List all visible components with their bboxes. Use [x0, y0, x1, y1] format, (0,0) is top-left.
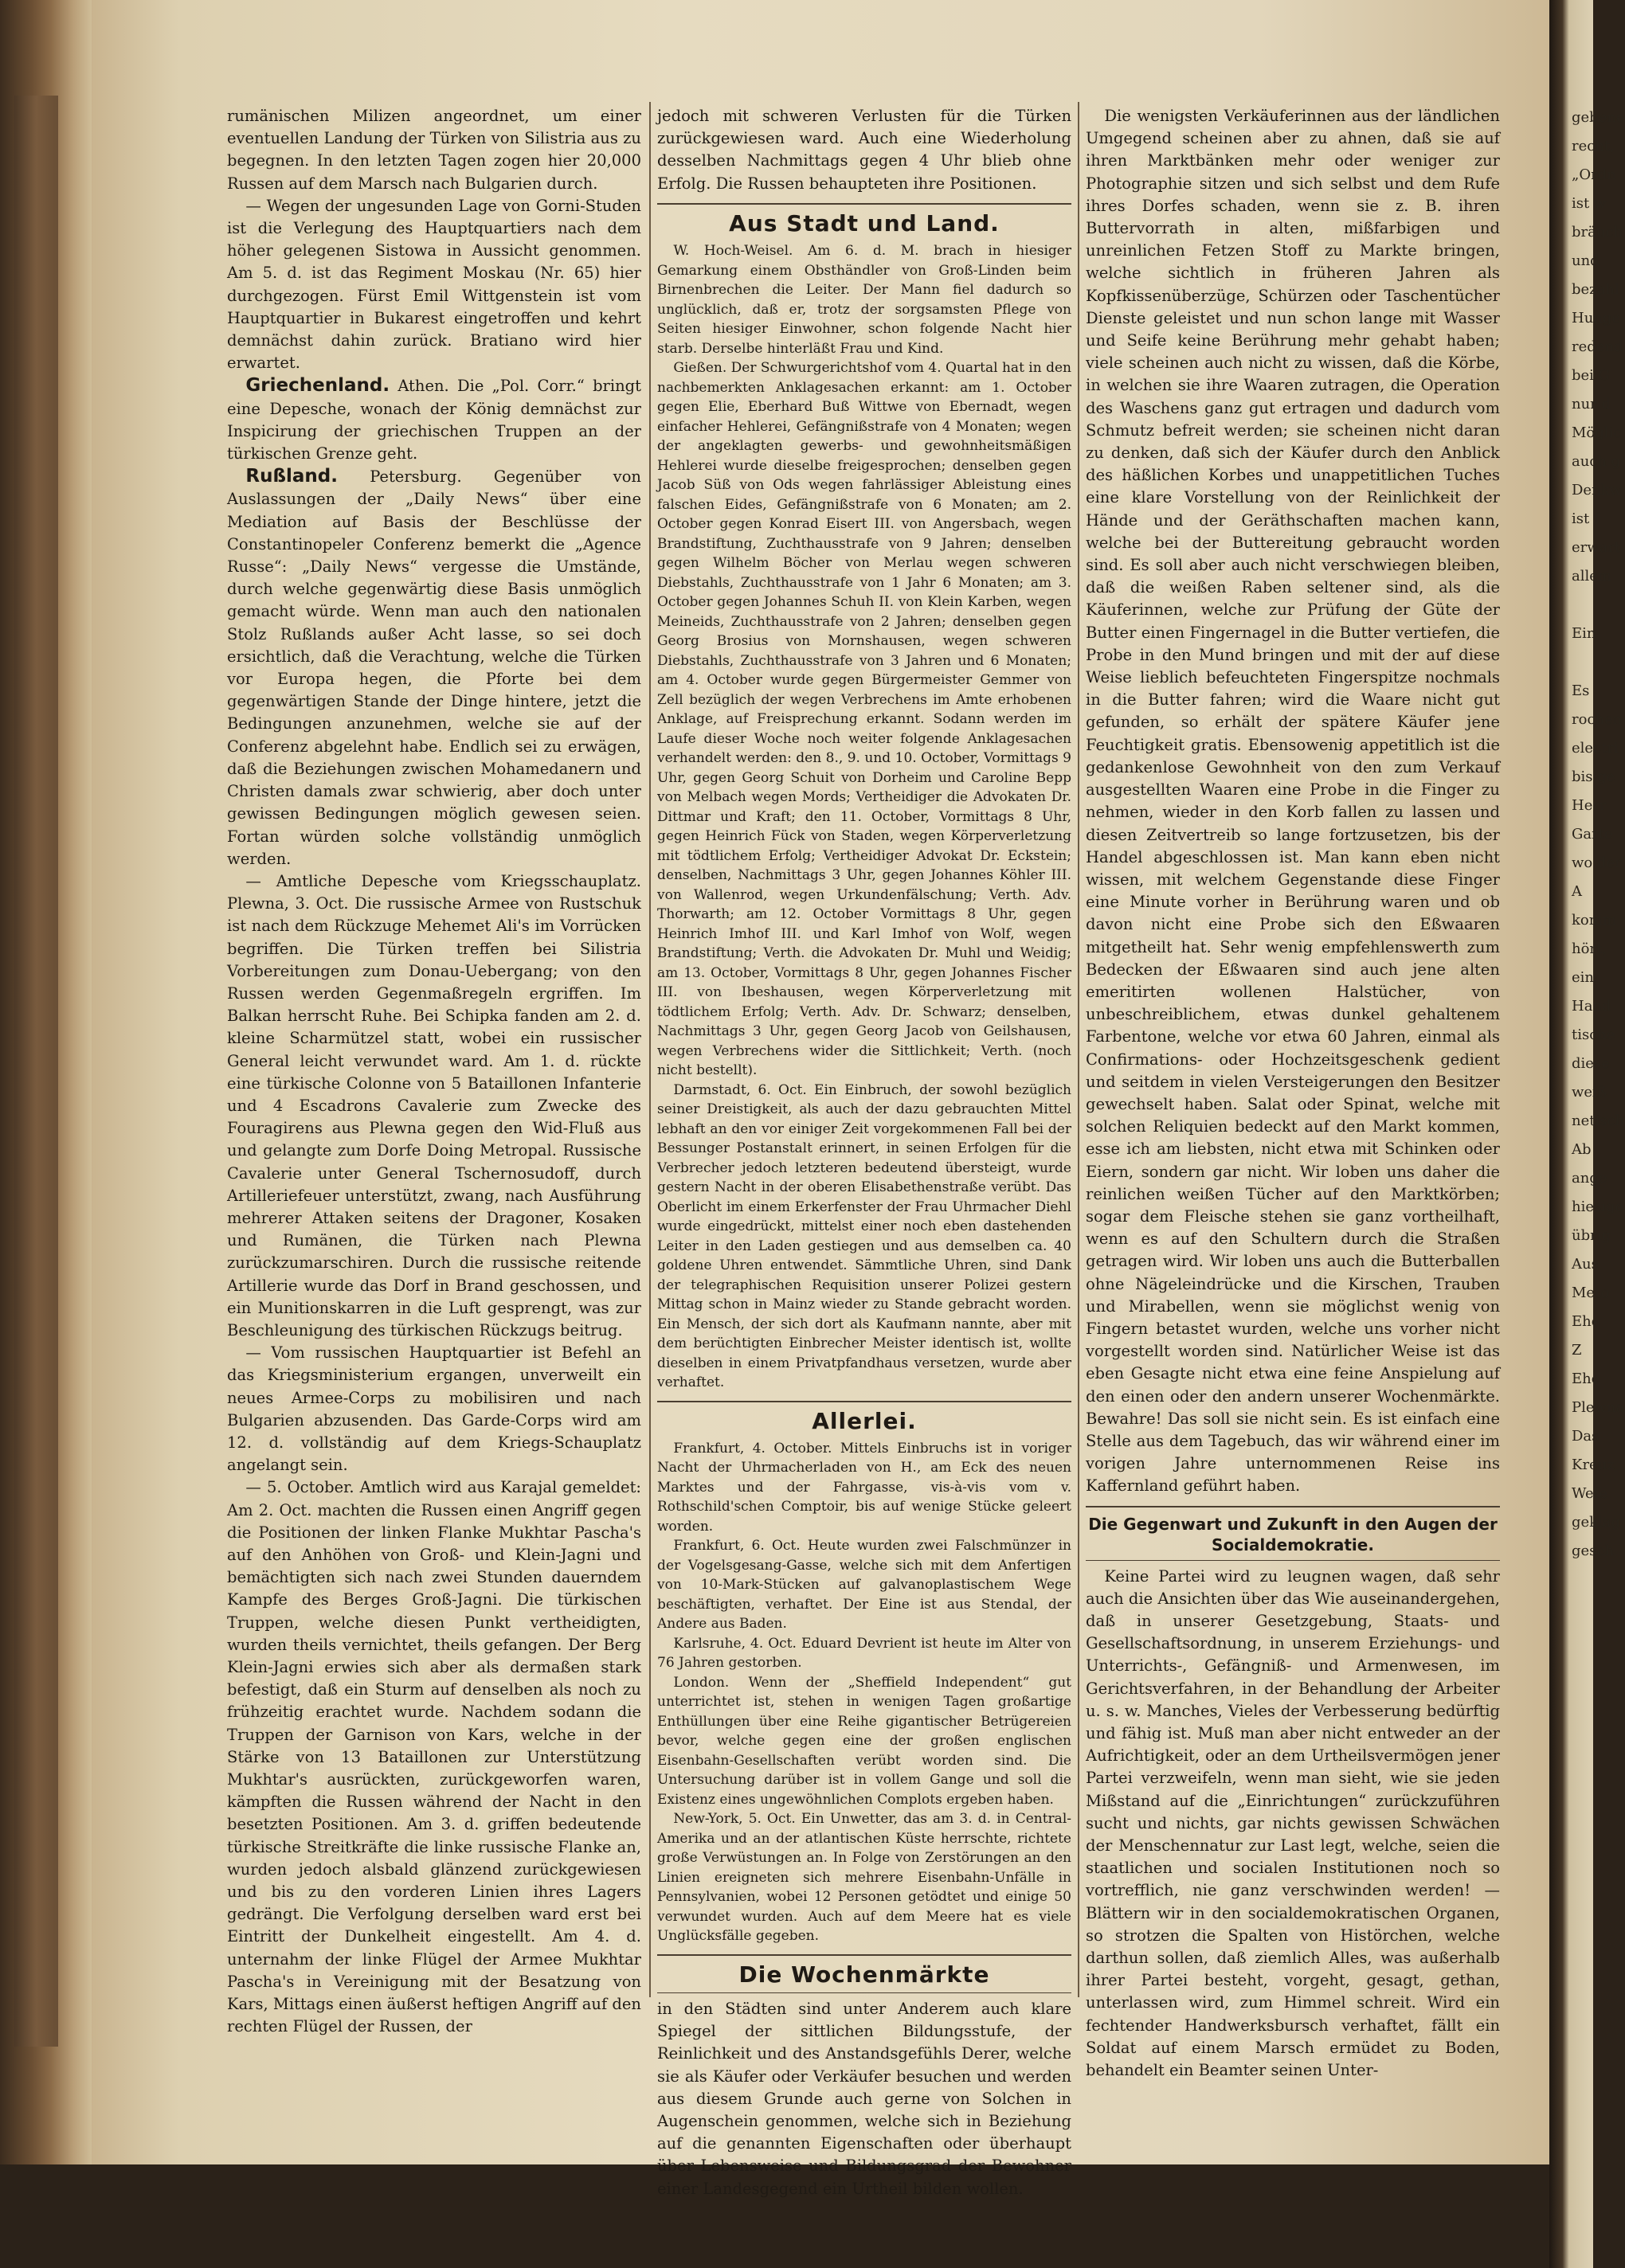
paragraph: rumänischen Milizen angeordnet, um einer eventuellen Landung der Türken von Silistria aus zu begegnen. In den letzten Tagen zogen hier 20,000 Russen auf dem Marsch nach Bulgarien durch.: [227, 107, 641, 193]
next-page-fragment: Meto: [1572, 1285, 1610, 1301]
paragraph: — 5. October. Amtlich wird aus Karajal gemeldet: Am 2. Oct. machten die Russen einen Angriff gegen die Positionen der linken Flanke Mukhtar Pascha's auf den Anhöhen von Groß- und Klein-Jagni und bemächtigten sich nach zwei Stunden dauerndem Kampfe des Berges Groß-Jagni. Die türkischen Truppen, welche diesen Punkt vertheidigten, wurden theils vernichtet, theils gefangen. Der Berg Klein-Jagni erwies sich aber als dermaßen stark befestigt, daß ein Sturm auf denselben als noch zu frühzeitig erachtet wurde. Nachdem sodann die Truppen der Garnison von Kars, welche in der Stärke von 13 Bataillonen zur Unterstützung Mukhtar's ausrückten, zurückgeworfen waren, kämpften die Russen während der Nacht in den besetzten Positionen. Am 3. d. griffen bedeutende türkische Streitkräfte die linke russische Flanke an, wurden jedoch alsbald glänzend zurückgewiesen und bis zu den vorderen Linien ihres Lagers gedrängt. Die Verfolgung derselben ward erst bei Eintritt der Dunkelheit eingestellt. Am 4. d. unternahm der linke Flügel der Armee Mukhtar Pascha's in Vereinigung mit der Besatzung von Kars, Mittags einen äußerst heftigen Angriff auf den rechten Flügel der Russen, der: [227, 1478, 641, 2036]
paragraph: jedoch mit schweren Verlusten für die Türken zurückgewiesen ward. Auch eine Wiederholung desselben Nachmittags gegen 4 Uhr blieb ohne Erfolg. Die Russen behaupteten ihre Positionen.: [657, 107, 1071, 193]
next-page-fragment: Z: [1572, 1342, 1582, 1359]
next-page-fragment: Ein: [1572, 625, 1596, 642]
binding-edge: [14, 96, 58, 2047]
paragraph: London. Wenn der „Sheffield Independent“ gut unterrichtet ist, stehen in wenigen Tagen großartige Enthüllungen über eine Reihe gigantischer Betrügereien bevor, welche gegen eine der großen englischen Eisenbahn-Gesellschaften verübt worden sind. Die Untersuchung darüber ist in vollem Gange und soll die Existenz eines ungewöhnlichen Complots ergeben haben.: [657, 1674, 1071, 1808]
next-page-fragment: redend: [1572, 338, 1623, 355]
column-3: [1086, 105, 1500, 2082]
paragraph: Darmstadt, 6. Oct. Ein Einbruch, der sowohl bezüglich seiner Dreistigkeit, als auch der dazu gebrauchten Mittel lebhaft an den vor einiger Zeit vorgekommenen Fall bei der Bessunger Postanstalt erinnert, in seinen Erfolgen für die Verbrecher jedoch letzteren bedeutend übersteigt, wurde gestern Nacht in der oberen Elisabethenstraße verübt. Das Oberlicht im einem Erkerfenster der Frau Uhrmacher Diehl wurde eingedrückt, mittelst einer noch eben dastehenden Leiter in den Laden gestiegen und aus demselben ca. 40 goldene Uhren entwendet. Sämmtliche Uhren, sind Dank der telegraphischen Requisition unserer Polizei gestern Mittag schon in Mainz wieder zu Stande gebracht worden. Ein Mensch, der sich dort als Kaufmann nannte, aber mit dem berüchtigten Einbrecher Meister identisch ist, wollte dieselben in einem Privatpfandhaus versetzen, wurde aber verhaftet.: [657, 1081, 1071, 1391]
section-rule: [657, 1992, 1071, 1993]
paragraph: Keine Partei wird zu leugnen wagen, daß sehr auch die Ansichten über das Wie auseinandergehen, daß in unserer Gesetzgebung, Staats- und Gesellschaftsordnung, in unserem Erziehungs- und Unterrichts-, Gefängniß- und Armenwesen, im Gerichtsverfahren, in der Behandlung der Arbeiter u. s. w. Manches, Vieles der Verbesserung bedürftig und fähig ist. Muß man aber nicht entweder an der Aufrichtigkeit, oder an dem Urtheilsvermögen jener Partei verzweifeln, wenn man sieht, wie sie jeden Mißstand auf die „Einrichtungen“ zurückzuführen sucht und nichts, gar nichts gewissen Schwächen der Menschennatur zur Last legt, welche, seien die staatlichen und socialen Institutionen noch so vortrefflich, nie ganz verschwinden werden! — Blättern wir in den socialdemokratischen Organen, so strotzen die Spalten von Histörchen, welche darthun sollen, daß ziemlich Alles, was außerhalb ihrer Partei besteht, vorgeht, gesagt, gethan, unterlassen wird, zum Himmel schreit. Wird ein fechtender Handwerksbursch verhaftet, fällt ein Soldat auf einem Marsch ermüdet zu Boden, behandelt ein Beamter seinen Unter-: [1086, 1566, 1500, 2080]
next-page-fragment: hiesige: [1572, 1199, 1624, 1215]
next-page-fragment: Ab: [1572, 1141, 1592, 1158]
next-page-fragment: electri: [1572, 740, 1619, 757]
column-rule: [649, 102, 651, 1997]
section-heading: Die Gegenwart und Zukunft in den Augen der Socialdemokratie.: [1088, 1514, 1498, 1554]
paragraph: Frankfurt, 4. October. Mittels Einbruchs ist in voriger Nacht der Uhrmacherladen von H., am Eck des neuen Marktes und der Fahrgasse, vis-à-vis vom v. Rothschild'schen Comptoir, bis auf wenige Stücke geleert worden.: [657, 1440, 1071, 1535]
next-page-fragment: Herr: [1572, 797, 1607, 814]
next-page-fragment: allem: [1572, 568, 1611, 585]
next-page-fragment: wo der: [1572, 854, 1622, 871]
paragraph: — Vom russischen Hauptquartier ist Befehl an das Kriegsministerium ergangen, unverweilt ein neues Armee-Corps zu mobilisiren und nach Bulgarien abzusenden. Das Garde-Corps wird am 12. d. vollständig auf dem Kriegs-Schauplatz angelangt sein.: [227, 1343, 641, 1475]
next-page-fragment: Ehe: [1572, 1313, 1600, 1330]
next-page-fragment: komm: [1572, 912, 1616, 929]
next-page-fragment: Hand: [1572, 998, 1611, 1015]
next-page-fragment: Plewna: [1572, 1399, 1625, 1416]
section-heading: Die Wochenmärkte: [738, 1961, 990, 1988]
paragraph: [227, 465, 641, 870]
next-page-fragment: [1549, 648, 1593, 677]
paragraph: Die wenigsten Verkäuferinnen aus der ländlichen Umgegend scheinen aber zu ahnen, daß sie auf ihren Marktbänken mehr oder weniger zur Photographie sitzen und sich selbst und dem Rufe ihres Dorfes schaden, wenn sie z. B. ihren Buttervorrath in alten, mißfarbigen und unreinlichen Fetzen Stoff zu Markte bringen, welche sichtlich in früheren Jahren als Kopfkissenüberzüge, Schürzen oder Taschentücher Dienste geleistet und nun schon lange mit Wasser und Seife keine Berührung mehr gehabt haben; viele scheinen auch nicht zu wissen, daß die Körbe, in welchen sie ihre Waaren zutragen, die Operation des Waschens ganz gut ertragen und dadurch vom Schmutz befreit werden; sie scheinen nicht daran zu denken, daß sich der Käufer durch den Anblick des häßlichen Korbes und unappetitlichen Tuches eine klare Vorstellung von der Reinlichkeit der Hände und der Geräthschaften machen kann, welche bei der Buttereitung gebraucht worden sind. Es soll aber auch nicht verschwiegen bleiben, daß die weißen Raben seltener sind, als die Käuferinnen, welche zur Prüfung der Güte der Butter einen Fingernagel in die Butter vertiefen, die Probe in den Mund bringen und mit der auf diese Weise lieblich befeuchteten Fingerspitze nochmals in die Butter fahren; wird die Waare nicht gut gefunden, so erhält der spätere Käufer jene Feuchtigkeit gratis. Ebensowenig appetitlich ist die gedankenlose Gewohnheit von den zum Verkauf ausgestellten Waaren eine Probe in die Finger zu nehmen, wieder in den Korb fallen zu lassen und diesen Zeitvertreib so lange fortzusetzen, bis der Handel abgeschlossen ist. Man kann eben nicht wissen, mit welchem Gegenstande diese Finger eine Minute vorher in Berührung waren und ob davon nicht eine Probe sich den Eßwaaren mitgetheilt hat. Sehr wenig empfehlenswerth zum Bedecken der Eßwaaren sind auch jene alten emeritirten wollenen Halstücher, von unbeschreiblichem, etwas dunkel gehaltenem Farbentone, welche vor etwa 60 Jahren, einmal als Confirmations- oder Hochzeitsgeschenk gedient und seitdem in vielen Versteigerungen den Besitzer gewechselt haben. Salat oder Spinat, welche mit solchen Reliquien bedeckt auf den Markt kommen, esse ich am liebsten, nicht etwa mit Schinken oder Eiern, sondern gar nicht. Wir loben uns daher die reinlichen weißen Tücher auf den Marktkörben; sogar dem Fleische stehen sie ganz vortheilhaft, wenn es auf den Schultern durch die Straßen getragen wird. Wir loben uns auch die Butterballen ohne Nägeleindrücke und die Kirschen, Trauben und Mirabellen, wenn sie möglichst wenig von Fingern betastet wurden, welche uns vorher nicht vorgestellt worden sind. Natürlicher Weise ist das eben Gesagte nicht etwa eine feine Anspielung auf den einen oder den andern unserer Wochenmärkte. Bewahre! Das soll sie nicht sein. Es ist einfach eine Stelle aus dem Tagebuch, das wir während einer im vorigen Jahre unternommenen Reise ins Kaffernland geführt haben.: [1086, 107, 1500, 1496]
paragraph-text: Petersburg. Gegenüber von Auslassungen der „Daily News“ über eine Mediation auf Basis der Beschlüsse der Constantinopeler Conferenz bemerkt die „Agence Russe“: „Daily News“ vergesse die Umstände, durch welche gegenwärtig diese Basis unmöglich gemacht würde. Wenn man auch den nationalen Stolz Rußlands außer Acht lasse, so sei doch ersichtlich, daß die Verachtung, welche die Türken vor Europa hegen, die Pforte bei dem gegenwärtigen Stande der Dinge hintere, jetzt die Bedingungen anzunehmen, welche sie auf der Conferenz abgelehnt habe. Endlich sei zu erwägen, daß die Beziehungen zwischen Mohamedanern und Christen damals zwar schwierig, aber doch unter gewissen Bedingungen möglich gewesen seien. Fortan würden solche vollständig unmöglich werden.: [227, 467, 641, 868]
next-page-fragment: übrig: [1572, 1227, 1611, 1244]
column-2: [657, 105, 1071, 2200]
paragraph: — Amtliche Depesche vom Kriegsschauplatz. Plewna, 3. Oct. Die russische Armee von Rustschuk ist nach dem Rückzuge Mehemet Ali's im Vorrücken begriffen. Die Türken treffen bei Silistria Vorbereitungen zum Donau-Uebergang; von den Russen werden Gegenmaßregeln ergriffen. Im Balkan herrscht Ruhe. Bei Schipka fanden am 2. d. kleine Scharmützel statt, wobei ein russischer General leicht verwundet ward. Am 1. d. rückte eine türkische Colonne von 5 Bataillonen Infanterie und 4 Escadrons Cavalerie zum Zwecke des Fouragirens aus Plewna gegen den Wid-Fluß aus und gelangte zum Dorfe Doing Metropal. Russische Cavalerie unter General Tschernosudoff, durch Artilleriefeuer unterstützt, zwang, nach Ausführung mehrerer Attaken seitens der Dragoner, Kosaken und Rumänen, die Türken nach Plewna zurückzumarschiren. Durch die russische reitende Artillerie wurde das Dorf in Brand geschossen, und ein Munitionskarren in die Luft gesprengt, was zur Beschleunigung des türkischen Rückzugs beitrug.: [227, 871, 641, 1339]
next-page-fragment: netisch: [1572, 1112, 1625, 1129]
next-page-fragment: erwart: [1572, 539, 1621, 556]
next-page-fragment: ist w: [1572, 195, 1607, 212]
next-page-fragment: Kreuz: [1572, 1457, 1615, 1473]
paragraph-text: Athen. Die „Pol. Corr.“ bringt eine Depesche, wonach der König demnächst zur Inspicirung der griechischen Truppen an der türkischen Grenze geht.: [227, 377, 641, 463]
section-rule: [657, 1401, 1071, 1402]
section-rule: [657, 203, 1071, 205]
next-page-fragment: A: [1572, 883, 1582, 900]
next-page-fragment: Das: [1572, 1428, 1600, 1445]
paragraph: Gießen. Der Schwurgerichtshof vom 4. Quartal hat in den nachbemerkten Anklagesachen erkannt: am 1. October gegen Elie, Eberhard Buß Wittwe von Ebernadt, wegen einfacher Hehlerei, Gefängnißstrafe von 4 Monaten; wegen der angeklagten gewerbs- und gewohnheitsmäßigen Hehlerei wurde dieselbe freigesprochen; denselben gegen Jacob Süß von Ods wegen fahrlässiger Ableistung eines falschen Eides, Gefängnißstrafe von 6 Monaten; am 2. October gegen Konrad Eisert III. von Angersbach, wegen Brandstiftung, Zuchthausstrafe von 9 Jahren; denselben gegen Wilhelm Böcher von Merlau wegen schweren Diebstahls, Zuchthausstrafe von 1 Jahr 6 Monaten; am 3. October gegen Johannes Schuh II. von Klein Karben, wegen Meineids, Zuchthausstrafe von 2 Jahren; denselben gegen Georg Brosius von Mornshausen, wegen schweren Diebstahls, Zuchthausstrafe von 3 Jahren und 6 Monaten; am 4. October wurde gegen Bürgermeister Gemmer von Zell bezüglich der wegen Verbrechens im Amte erhobenen Anklage, auf Freisprechung erkannt. Sodann werden im Laufe dieser Woche noch weiter folgende Anklagesachen verhandelt werden: den 8., 9. und 10. October, Vormittags 9 Uhr, gegen Georg Schuit von Dorheim und Caroline Bepp von Melbach wegen Mords; Vertheidiger die Advokaten Dr. Dittmar und Kraft; den 11. October, Vormittags 8 Uhr, gegen Heinrich Fück von Staden, wegen Körperverletzung mit tödtlichem Erfolg; Vertheidiger Advokat Dr. Eckstein; denselben, Nachmittags 3 Uhr, gegen Johannes Köhler III. von Wallenrod, wegen Urkundenfälschung; Verth. Adv. Thorwarth; am 12. October Vormittags 8 Uhr, gegen Heinrich Imhof III. und Karl Imhof von Wolf, wegen Brandstiftung; Verth. die Advokaten Dr. Muhl und Weidig; am 13. October, Vormittags 8 Uhr, gegen Johannes Fischer III. von Ibeshausen, wegen Körperverletzung mit tödtlichem Erfolg; Verth. Adv. Dr. Schwarz; denselben, Nachmittags 3 Uhr, gegen Georg Jacob von Geilshausen, wegen Verbrechens wider die Sittlichkeit; Verth. (noch nicht bestellt).: [657, 360, 1071, 1079]
next-page-fragment: recht,: [1572, 138, 1615, 154]
next-page-fragment: Denkw: [1572, 482, 1622, 499]
next-page-fragment: ist f: [1572, 510, 1600, 527]
next-page-fragment: gesch: [1572, 1543, 1615, 1559]
section-rule: [1086, 1506, 1500, 1507]
adjacent-page-edge: [1549, 0, 1625, 2268]
paragraph: Karlsruhe, 4. Oct. Eduard Devrient ist heute im Alter von 76 Jahren gestorben.: [657, 1635, 1071, 1672]
section-heading: Aus Stadt und Land.: [729, 209, 1000, 237]
next-page-fragment: rochen: [1572, 711, 1623, 728]
section-rule: [657, 1954, 1071, 1956]
next-page-fragment: Aus: [1572, 1256, 1599, 1273]
next-page-fragment: auch g: [1572, 453, 1621, 470]
paragraph: Frankfurt, 6. Oct. Heute wurden zwei Falschmünzer in der Vogelsgesang-Gasse, welche sich mit dem Anfertigen von 10-Mark-Stücken auf galvanoplastischem Wege beschäftigten, verhaftet. Der Eine ist aus Stendal, der Andere aus Baden.: [657, 1538, 1071, 1633]
next-page-fragment: bei G: [1572, 367, 1611, 384]
column-rule: [1078, 102, 1079, 1997]
section-heading: Allerlei.: [812, 1407, 917, 1434]
book-spine: [0, 0, 92, 2164]
paragraph: New-York, 5. Oct. Ein Unwetter, das am 3. d. in Central-Amerika und an der atlantischen Küste herrschte, richtete große Verwüstungen an. In Folge von Zerstörungen an den Linien ereigneten sich mehrere Eisenbahn-Unfälle in Pennsylvanien, wobei 12 Personen getödtet und einige 50 verwundet wurden. Auch auf dem Meere hat es viele Unglücksfälle gegeben.: [657, 1811, 1071, 1945]
next-page-fragment: und: [1572, 252, 1600, 269]
paragraph: W. Hoch-Weisel. Am 6. d. M. brach in hiesiger Gemarkung einem Obsthändler von Groß-Linden beim Birnenbrechen die Leiter. Der Mann fiel dadurch so unglücklich, daß er, trotz der sorgsamsten Pflege von Seiten hiesiger Einwohner, schon folgende Nacht hier starb. Derselbe hinterläßt Frau und Kind.: [657, 243, 1071, 357]
next-page-fragment: geklag: [1572, 1514, 1621, 1531]
next-page-fragment: Hunge: [1572, 310, 1621, 327]
next-page-fragment: bezahl: [1572, 281, 1619, 298]
next-page-fragment: Es: [1572, 682, 1590, 699]
next-page-fragment: nur d: [1572, 396, 1611, 413]
next-page-fragment: Wefe: [1572, 1485, 1607, 1502]
next-page-fragment: „Ordn: [1572, 166, 1616, 183]
next-page-fragment: Garte: [1572, 826, 1613, 843]
next-page-fragment: diese: [1572, 1055, 1610, 1072]
paragraph: in den Städten sind unter Anderem auch klare Spiegel der sittlichen Bildungsstufe, der Reinlichkeit und des Anstandsgefühls Derer, welche sie als Käufer oder Verkäufer besuchen und werden aus diesem Grunde auch gerne von Solchen in Augenschein genommen, welche sich in Beziehung auf die genannten Eigenschaften oder überhaupt über Lebensweise und Bildungsgrad der Bewohner einer Landesgegend ein Urtheil bilden wollen.: [657, 1999, 1071, 2198]
next-page-fragment: Möglic: [1572, 424, 1622, 441]
next-page-fragment: [1549, 591, 1593, 620]
next-page-fragment: tische: [1572, 1026, 1615, 1043]
section-rule: [1086, 1560, 1500, 1561]
country-heading: Rußland.: [245, 466, 338, 487]
section-body: [657, 1439, 1071, 1946]
next-page-fragment: ange: [1572, 1170, 1607, 1187]
column-1: [227, 105, 641, 2038]
next-page-fragment: gebene: [1572, 109, 1625, 126]
next-page-fragment: hört,: [1572, 940, 1607, 957]
paragraph: [227, 374, 641, 465]
next-page-fragment: Ehe: [1572, 1371, 1600, 1387]
next-page-fragment: bis ge: [1572, 768, 1615, 785]
next-page-fragment: weiß: [1572, 1084, 1607, 1101]
paragraph: — Wegen der ungesunden Lage von Gorni-Studen ist die Verlegung des Hauptquartiers nach dem höher gelegenen Sistowa in Aussicht genommen. Am 5. d. ist das Regiment Moskau (Nr. 65) hier durchgezogen. Fürst Emil Wittgenstein ist vom Hauptquartier in Bukarest eingetroffen und kehrt demnächst dahin zurück. Bratiano wird hier erwartet.: [227, 196, 641, 373]
next-page-fragment: bräuch: [1572, 224, 1623, 240]
next-page-fragment: ein: [1572, 969, 1595, 986]
country-heading: Griechenland.: [245, 375, 390, 397]
section-body: [657, 241, 1071, 1393]
